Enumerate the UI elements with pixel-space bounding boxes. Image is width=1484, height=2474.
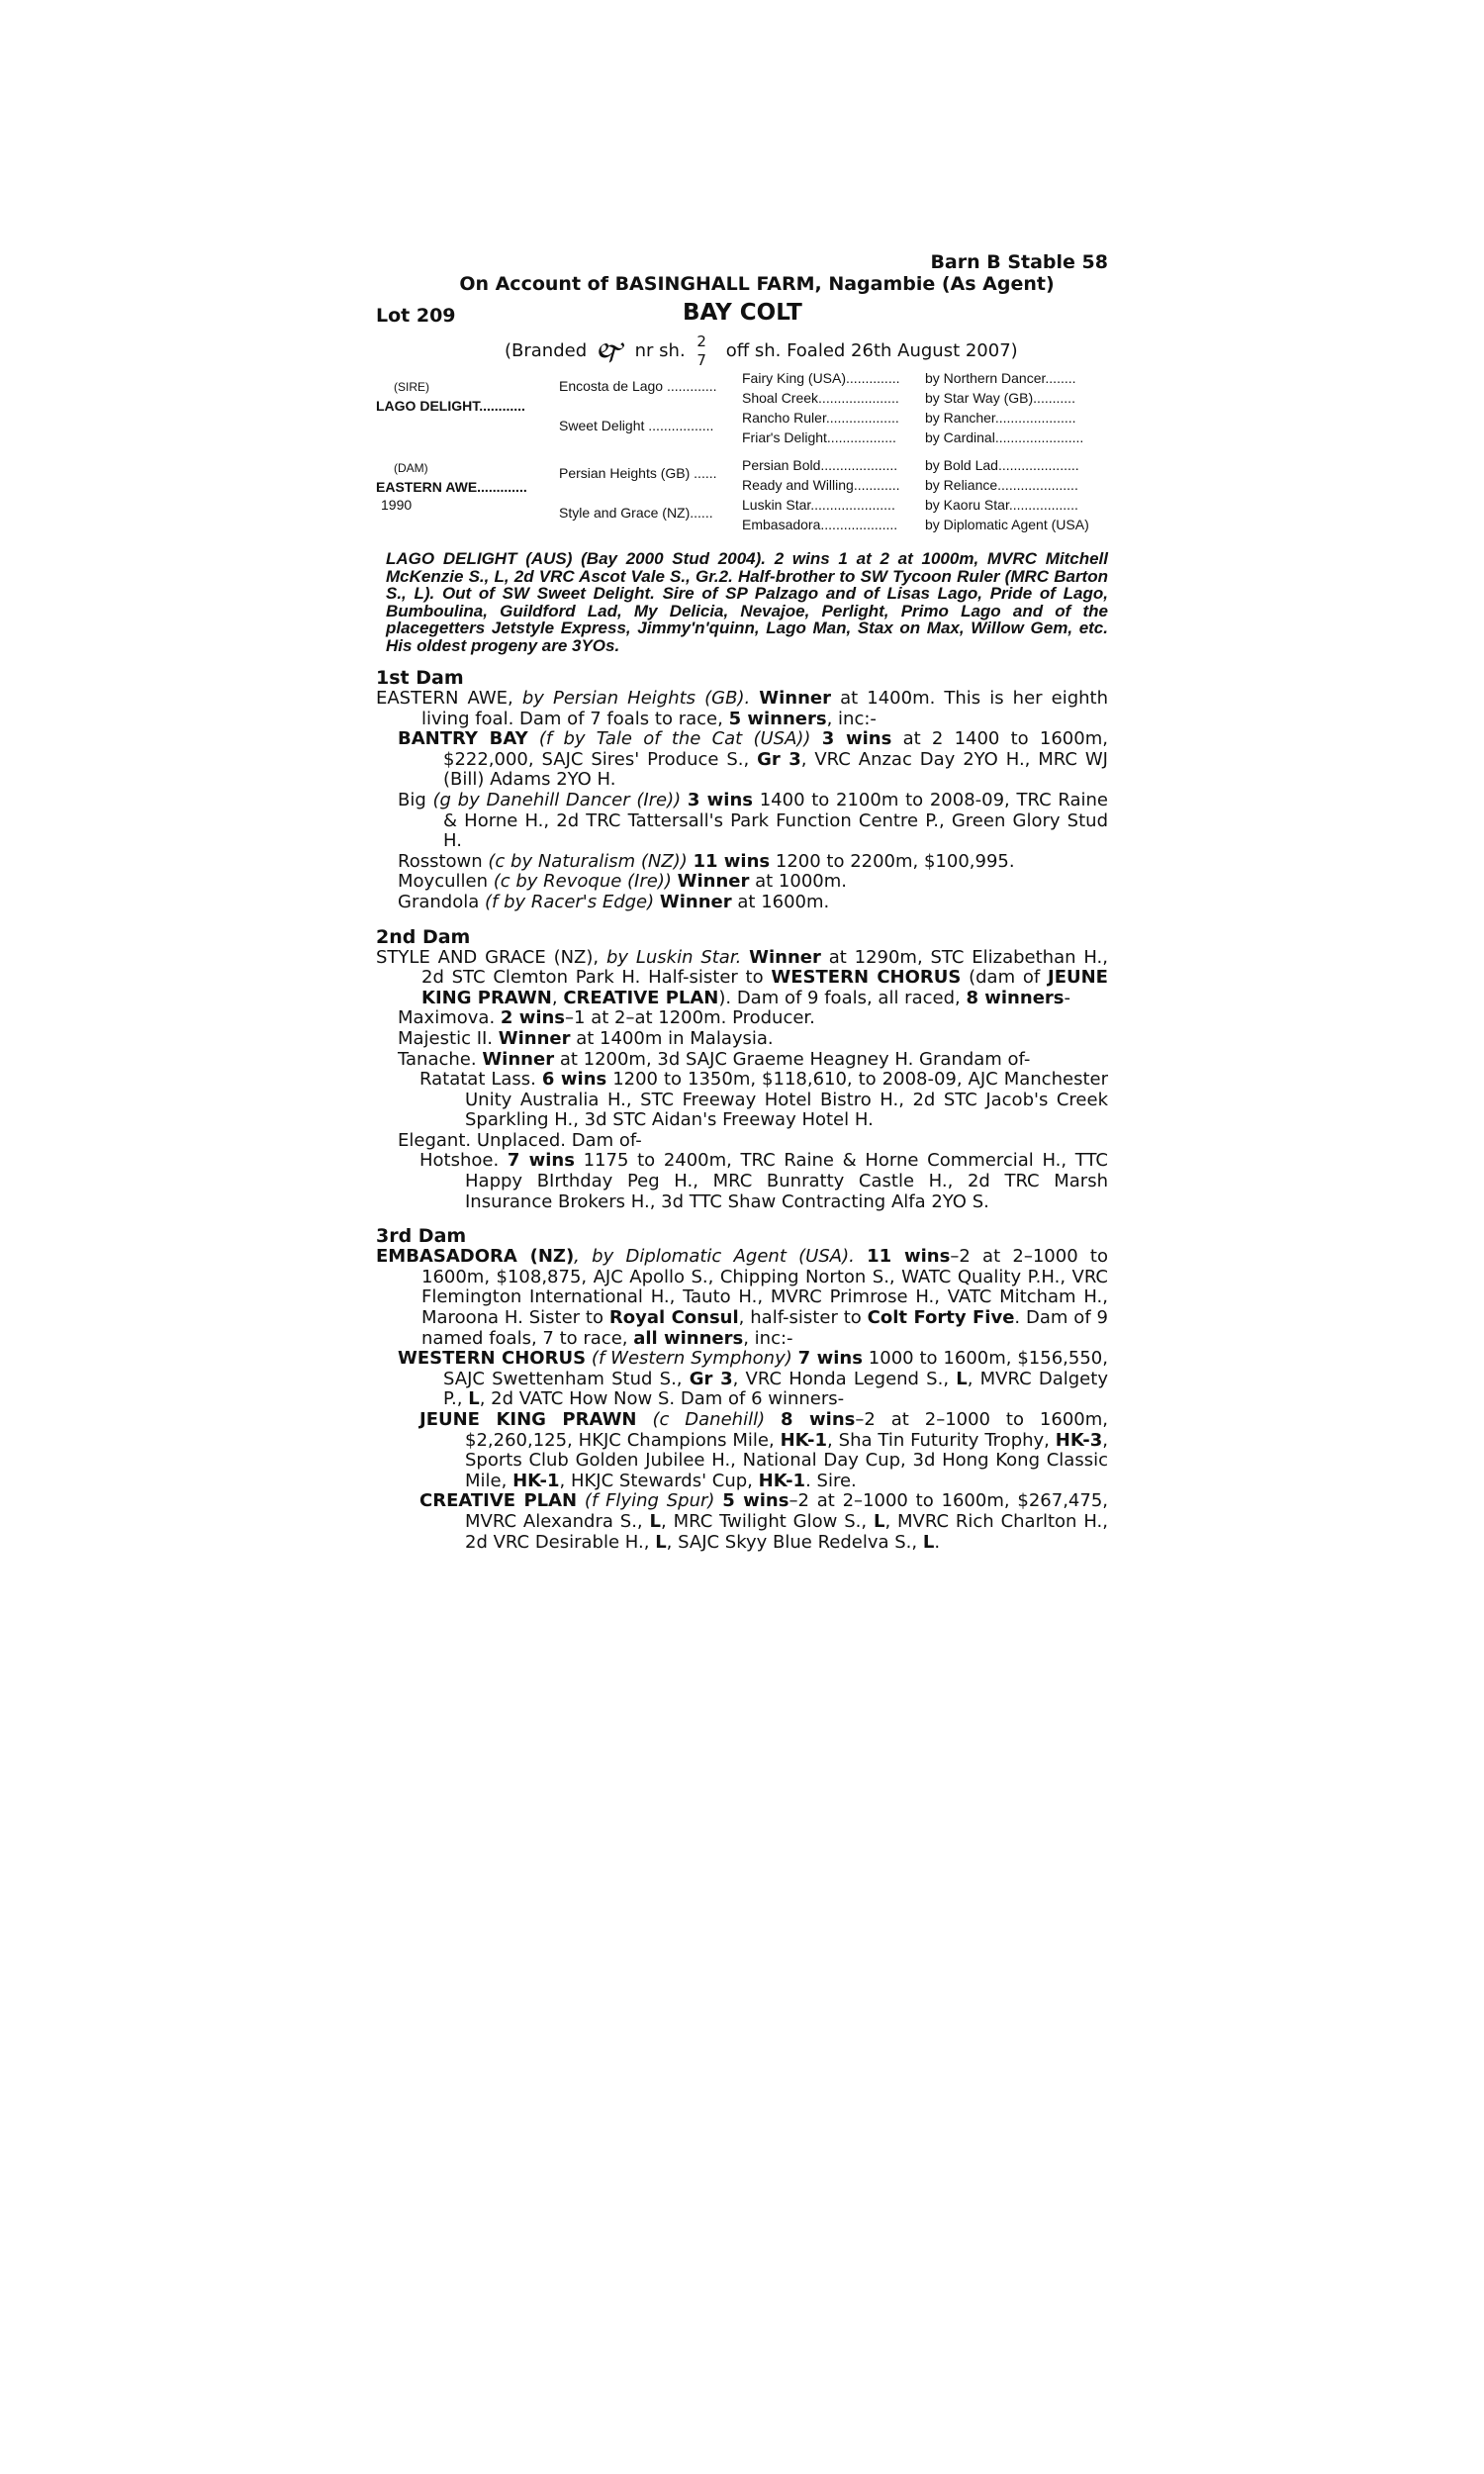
gra-text: at 1600m. bbox=[737, 891, 830, 912]
dam-tag: (DAM) bbox=[394, 461, 428, 475]
maj-wins: Winner bbox=[498, 1027, 571, 1049]
dam-name-text: EASTERN AWE bbox=[376, 479, 478, 495]
moy-name: Moycullen bbox=[398, 871, 488, 893]
gen4-0: by Northern Dancer bbox=[925, 370, 1046, 386]
gra-wins: Winner bbox=[659, 891, 732, 912]
sire-name-text: LAGO DELIGHT bbox=[376, 398, 480, 414]
dam2-winners: 8 winners bbox=[966, 987, 1065, 1008]
gen4-row-4: by Bold Lad..................... bbox=[925, 457, 1079, 473]
cp-name: CREATIVE PLAN bbox=[419, 1490, 578, 1512]
jkp-by: (c Danehill) bbox=[652, 1409, 766, 1430]
cp-text5: . bbox=[934, 1531, 941, 1553]
ross-wins: 11 wins bbox=[693, 850, 771, 872]
cp-text3: , MVRC Rich Charlton H., 2d VRC Desirable H., bbox=[465, 1510, 1108, 1553]
gen2-1: Sweet Delight bbox=[559, 418, 645, 433]
rat-name: Ratatat Lass. bbox=[419, 1069, 536, 1091]
dam3-wins: 11 wins bbox=[867, 1246, 951, 1268]
moy-text: at 1000m. bbox=[755, 871, 847, 893]
sire-dam: Sweet Delight ................. bbox=[559, 418, 714, 433]
dam-sire: Persian Heights (GB) ...... bbox=[559, 465, 717, 481]
gen4-row-7 bbox=[925, 517, 1089, 532]
big-wins: 3 wins bbox=[687, 789, 753, 810]
rat-wins: 6 wins bbox=[541, 1069, 607, 1091]
jkp-wins: 8 wins bbox=[781, 1409, 856, 1430]
dam2-name: STYLE AND GRACE (NZ), bbox=[376, 946, 600, 968]
sire-summary: LAGO DELIGHT (AUS) (Bay 2000 Stud 2004). 2 wins 1 at 2 at 1000m, MVRC Mitchell McKenzie S., L, 2d VRC Ascot Vale S., Gr.2. Half-brother to SW Tycoon Ruler (MRC Barton S., L). Out of SW Sweet Delight. Sire of SP Palzago and of Lisas Lago, Pride of Lago, Bumboulina, Guildford Lad, My Delicia, Nevajoe, Perlight, Primo Lago and of the placegetters Jetstyle Express, Jimmy'n'quinn, Lago Man, Stax on Max, Willow Gem, etc. His oldest progeny are 3YOs. bbox=[386, 549, 1108, 655]
jkp-name: JEUNE KING PRAWN bbox=[419, 1409, 637, 1430]
maj-text: at 1400m in Malaysia. bbox=[576, 1027, 774, 1049]
jkp-text5: . Sire. bbox=[805, 1470, 857, 1491]
horse-description: BAY COLT bbox=[683, 300, 802, 326]
first-dam-entry bbox=[376, 688, 1109, 729]
third-dam-heading: 3rd Dam bbox=[376, 1225, 467, 1248]
gen3-1: Shoal Creek bbox=[742, 390, 819, 406]
bantry-text1: at 2 1400 to 1600m, $222,000, SAJC Sires' Produce S., bbox=[443, 728, 1108, 770]
jkp-text4: , HKJC Stewards' Cup, bbox=[559, 1470, 753, 1491]
progeny-maximova bbox=[398, 1007, 1108, 1029]
dam3-colt-forty-five: Colt Forty Five bbox=[867, 1307, 1015, 1329]
brand-fraction-bottom: 7 bbox=[696, 351, 706, 369]
dam2-winner: Winner bbox=[749, 946, 821, 968]
dam1-name: EASTERN AWE, bbox=[376, 688, 513, 709]
grandprogeny-ratatat-lass bbox=[419, 1069, 1108, 1131]
dam3-by: , by Diplomatic Agent (USA). bbox=[574, 1246, 855, 1268]
wc-listed-1: L bbox=[956, 1368, 968, 1389]
tan-name: Tanache. bbox=[398, 1048, 477, 1070]
maj-name: Majestic II. bbox=[398, 1027, 494, 1049]
brand-near-side: nr sh. bbox=[634, 340, 686, 361]
wc-text3: , MVRC Dalgety P., bbox=[443, 1368, 1108, 1410]
gen4-2: by Rancher bbox=[925, 410, 995, 426]
gen4-row-0: by Northern Dancer........ bbox=[925, 370, 1076, 386]
progeny-rosstown bbox=[398, 850, 1108, 873]
dam2-comma: , bbox=[551, 987, 558, 1008]
gen3-6: Luskin Star bbox=[742, 497, 811, 513]
dam1-inc: , inc:- bbox=[826, 708, 877, 729]
gen3-row-5: Ready and Willing............ bbox=[742, 477, 900, 493]
dam2-dash: - bbox=[1064, 987, 1070, 1008]
progeny-bantry-bay bbox=[398, 728, 1108, 791]
bantry-name: BANTRY BAY bbox=[398, 728, 528, 750]
jkp-hk3: HK-3 bbox=[1055, 1429, 1103, 1451]
dam3-inc: , inc:- bbox=[743, 1327, 793, 1349]
brand-mark-icon: 🙰 bbox=[594, 336, 627, 366]
dam3-text3: . Dam of 9 named foals, 7 to race, bbox=[421, 1307, 1108, 1349]
jkp-hk1-c: HK-1 bbox=[758, 1470, 806, 1491]
gen3-2: Rancho Ruler bbox=[742, 410, 826, 426]
gen3-row-3: Friar's Delight.................. bbox=[742, 429, 896, 445]
wc-by: (f Western Symphony) bbox=[591, 1348, 792, 1370]
cp-listed-2: L bbox=[873, 1510, 885, 1532]
sire-tag: (SIRE) bbox=[394, 380, 429, 394]
ross-name: Rosstown bbox=[398, 850, 483, 872]
big-by: (g by Danehill Dancer (Ire)) bbox=[432, 789, 682, 810]
big-text: 1400 to 2100m to 2008-09, TRC Raine & Horne H., 2d TRC Tattersall's Park Function Centre P., Green Glory Stud H. bbox=[443, 789, 1108, 852]
gen3-3: Friar's Delight bbox=[742, 429, 827, 445]
dam-name: EASTERN AWE............. bbox=[376, 479, 527, 495]
cp-text1: –2 at 2–1000 to 1600m, $267,475, MVRC Alexandra S., bbox=[465, 1490, 1108, 1532]
cp-listed-1: L bbox=[649, 1510, 661, 1532]
gen2-3: Style and Grace (NZ) bbox=[559, 505, 691, 521]
ross-by: (c by Naturalism (NZ)) bbox=[488, 850, 688, 872]
cp-listed-4: L bbox=[922, 1531, 935, 1553]
moy-by: (c by Revoque (Ire)) bbox=[493, 871, 672, 893]
gen3-row-4: Persian Bold.................... bbox=[742, 457, 898, 473]
wc-name: WESTERN CHORUS bbox=[398, 1348, 587, 1370]
gen4-row-2: by Rancher..................... bbox=[925, 410, 1076, 426]
gen4-row-3: by Cardinal....................... bbox=[925, 429, 1084, 445]
bantry-by: (f by Tale of the Cat (USA)) bbox=[538, 728, 811, 750]
jkp-hk1-b: HK-1 bbox=[512, 1470, 560, 1491]
first-dam-heading: 1st Dam bbox=[376, 667, 464, 689]
bantry-text2: , VRC Anzac Day 2YO H., MRC WJ (Bill) Adams 2YO H. bbox=[443, 748, 1108, 791]
rat-text: 1200 to 1350m, $118,610, to 2008-09, AJC Manchester Unity Australia H., STC Freeway Hotel Bistro H., 2d STC Jacob's Creek Sparkling H., 3d STC Aidan's Freeway Hotel H. bbox=[465, 1069, 1108, 1131]
gen3-row-1: Shoal Creek..................... bbox=[742, 390, 899, 406]
progeny-tanache bbox=[398, 1048, 1108, 1071]
gen3-row-6: Luskin Star...................... bbox=[742, 497, 895, 513]
gen3-0: Fairy King (USA) bbox=[742, 370, 847, 386]
dam3-all-winners: all winners bbox=[633, 1327, 744, 1349]
gen4-3: by Cardinal bbox=[925, 429, 995, 445]
bantry-wins: 3 wins bbox=[821, 728, 892, 750]
gen4-row-5: by Reliance..................... bbox=[925, 477, 1078, 493]
big-name: Big bbox=[398, 789, 426, 810]
jkp-hk1-a: HK-1 bbox=[780, 1429, 828, 1451]
gen4-6: by Kaoru Star bbox=[925, 497, 1009, 513]
gen4-7: by Diplomatic Agent (USA) bbox=[925, 517, 1089, 532]
sire-sire: Encosta de Lago ............. bbox=[559, 378, 717, 394]
max-name: Maximova. bbox=[398, 1007, 496, 1029]
dam-year: 1990 bbox=[381, 497, 413, 513]
dam1-by: by Persian Heights (GB). bbox=[521, 688, 751, 709]
grandprogeny-jeune-king-prawn bbox=[419, 1409, 1108, 1491]
brand-fraction-top: 2 bbox=[696, 333, 706, 350]
dam3-text2: , half-sister to bbox=[738, 1307, 862, 1329]
gra-by: (f by Racer's Edge) bbox=[485, 891, 655, 912]
wc-text2: , VRC Honda Legend S., bbox=[732, 1368, 950, 1389]
hot-text: 1175 to 2400m, TRC Raine & Horne Commercial H., TTC Happy BIrthday Peg H., MRC Bunratty Castle H., 2d TRC Marsh Insurance Brokers H., 3d TTC Shaw Contracting Alfa 2YO S. bbox=[465, 1150, 1108, 1212]
progeny-grandola bbox=[398, 891, 1108, 913]
dam3-royal-consul: Royal Consul bbox=[608, 1307, 739, 1329]
wc-listed-2: L bbox=[468, 1388, 480, 1410]
gen3-row-2: Rancho Ruler................... bbox=[742, 410, 899, 426]
gen3-4: Persian Bold bbox=[742, 457, 821, 473]
jkp-text2: , Sha Tin Futurity Trophy, bbox=[827, 1429, 1050, 1451]
lot-header bbox=[376, 251, 1108, 370]
cp-text2: , MRC Twilight Glow S., bbox=[661, 1510, 868, 1532]
tan-text: at 1200m, 3d SAJC Graeme Heagney H. Grandam of- bbox=[559, 1048, 1031, 1070]
grandprogeny-hotshoe bbox=[419, 1150, 1108, 1212]
progeny-elegant: Elegant. Unplaced. Dam of- bbox=[398, 1129, 642, 1151]
dam2-jkp: JEUNE KING PRAWN bbox=[421, 967, 1108, 1008]
dam1-text: at 1400m. This is her eighth living foal. Dam of 7 foals to race, bbox=[421, 688, 1109, 729]
gen2-2: Persian Heights (GB) bbox=[559, 465, 691, 481]
dam2-text3: ). Dam of 9 foals, all raced, bbox=[718, 987, 961, 1008]
wc-grade: Gr 3 bbox=[689, 1368, 733, 1389]
cp-by: (f Flying Spur) bbox=[584, 1490, 715, 1512]
grandprogeny-creative-plan bbox=[419, 1490, 1108, 1553]
dam3-name: EMBASADORA (NZ) bbox=[376, 1246, 575, 1268]
gen2-0: Encosta de Lago bbox=[559, 378, 664, 394]
hot-wins: 7 wins bbox=[507, 1150, 575, 1172]
dam2-wc: WESTERN CHORUS bbox=[771, 967, 962, 989]
brand-prefix: (Branded bbox=[505, 340, 588, 361]
dam1-winner: Winner bbox=[759, 688, 832, 709]
progeny-moycullen bbox=[398, 871, 1108, 893]
jkp-text1: –2 at 2–1000 to 1600m, $2,260,125, HKJC Champions Mile, bbox=[465, 1409, 1108, 1451]
dam2-text2: (dam of bbox=[969, 967, 1041, 989]
catalogue-page bbox=[376, 251, 1108, 1553]
gen4-4: by Bold Lad bbox=[925, 457, 998, 473]
tan-wins: Winner bbox=[482, 1048, 555, 1070]
gra-name: Grandola bbox=[398, 891, 480, 912]
dam2-by: by Luskin Star. bbox=[605, 946, 742, 968]
brand-suffix: off sh. Foaled 26th August 2007) bbox=[725, 340, 1018, 361]
gen4-row-6: by Kaoru Star.................. bbox=[925, 497, 1078, 513]
progeny-big bbox=[398, 789, 1108, 852]
gen3-5: Ready and Willing bbox=[742, 477, 854, 493]
pedigree-table bbox=[376, 370, 1108, 540]
dam2-text1: at 1290m, STC Elizabethan H., 2d STC Clemton Park H. Half-sister to bbox=[421, 946, 1108, 989]
dam2-cp: CREATIVE PLAN bbox=[563, 987, 719, 1008]
progeny-majestic bbox=[398, 1027, 1108, 1050]
second-dam-heading: 2nd Dam bbox=[376, 925, 471, 948]
gen4-1: by Star Way (GB) bbox=[925, 390, 1034, 406]
third-dam-entry bbox=[376, 1246, 1108, 1349]
wc-text1: 1000 to 1600m, $156,550, SAJC Swettenham Stud S., bbox=[443, 1348, 1108, 1389]
second-dam-entry bbox=[376, 946, 1108, 1009]
lot-number: Lot 209 bbox=[376, 305, 456, 327]
brand-fraction bbox=[696, 333, 706, 370]
wc-wins: 7 wins bbox=[797, 1348, 863, 1370]
dam-dam: Style and Grace (NZ)...... bbox=[559, 505, 713, 521]
hot-name: Hotshoe. bbox=[419, 1150, 500, 1172]
gen3-row-7: Embasadora.................... bbox=[742, 517, 898, 532]
max-text: –1 at 2–at 1200m. Producer. bbox=[565, 1007, 815, 1029]
gen4-row-1: by Star Way (GB)........... bbox=[925, 390, 1075, 406]
gen3-7: Embasadora bbox=[742, 517, 821, 532]
dam1-winners: 5 winners bbox=[728, 708, 827, 729]
gen4-5: by Reliance bbox=[925, 477, 998, 493]
progeny-western-chorus bbox=[398, 1348, 1108, 1410]
ross-text: 1200 to 2200m, $100,995. bbox=[775, 850, 1015, 872]
barn-stable: Barn B Stable 58 bbox=[930, 251, 1108, 273]
cp-text4: , SAJC Skyy Blue Redelva S., bbox=[666, 1531, 918, 1553]
moy-wins: Winner bbox=[677, 871, 750, 893]
cp-wins: 5 wins bbox=[722, 1490, 789, 1512]
gen3-row-0: Fairy King (USA).............. bbox=[742, 370, 900, 386]
dam3-text1: –2 at 2–1000 to 1600m, $108,875, AJC Apollo S., Chipping Norton S., WATC Quality P.H., VRC Flemington International H., Tauto H., MVRC Primrose H., VATC Mitcham H., Maroona H. Sister to bbox=[421, 1246, 1108, 1329]
vendor-account: On Account of BASINGHALL FARM, Nagambie (As Agent) bbox=[459, 273, 1055, 295]
bantry-grade: Gr 3 bbox=[757, 748, 801, 770]
max-wins: 2 wins bbox=[500, 1007, 566, 1029]
sire-name: LAGO DELIGHT............ bbox=[376, 398, 525, 414]
wc-text4: , 2d VATC How Now S. Dam of 6 winners- bbox=[479, 1388, 845, 1410]
cp-listed-3: L bbox=[655, 1531, 667, 1553]
jkp-text3: , Sports Club Golden Jubilee H., National Day Cup, 3d Hong Kong Classic Mile, bbox=[465, 1429, 1108, 1491]
